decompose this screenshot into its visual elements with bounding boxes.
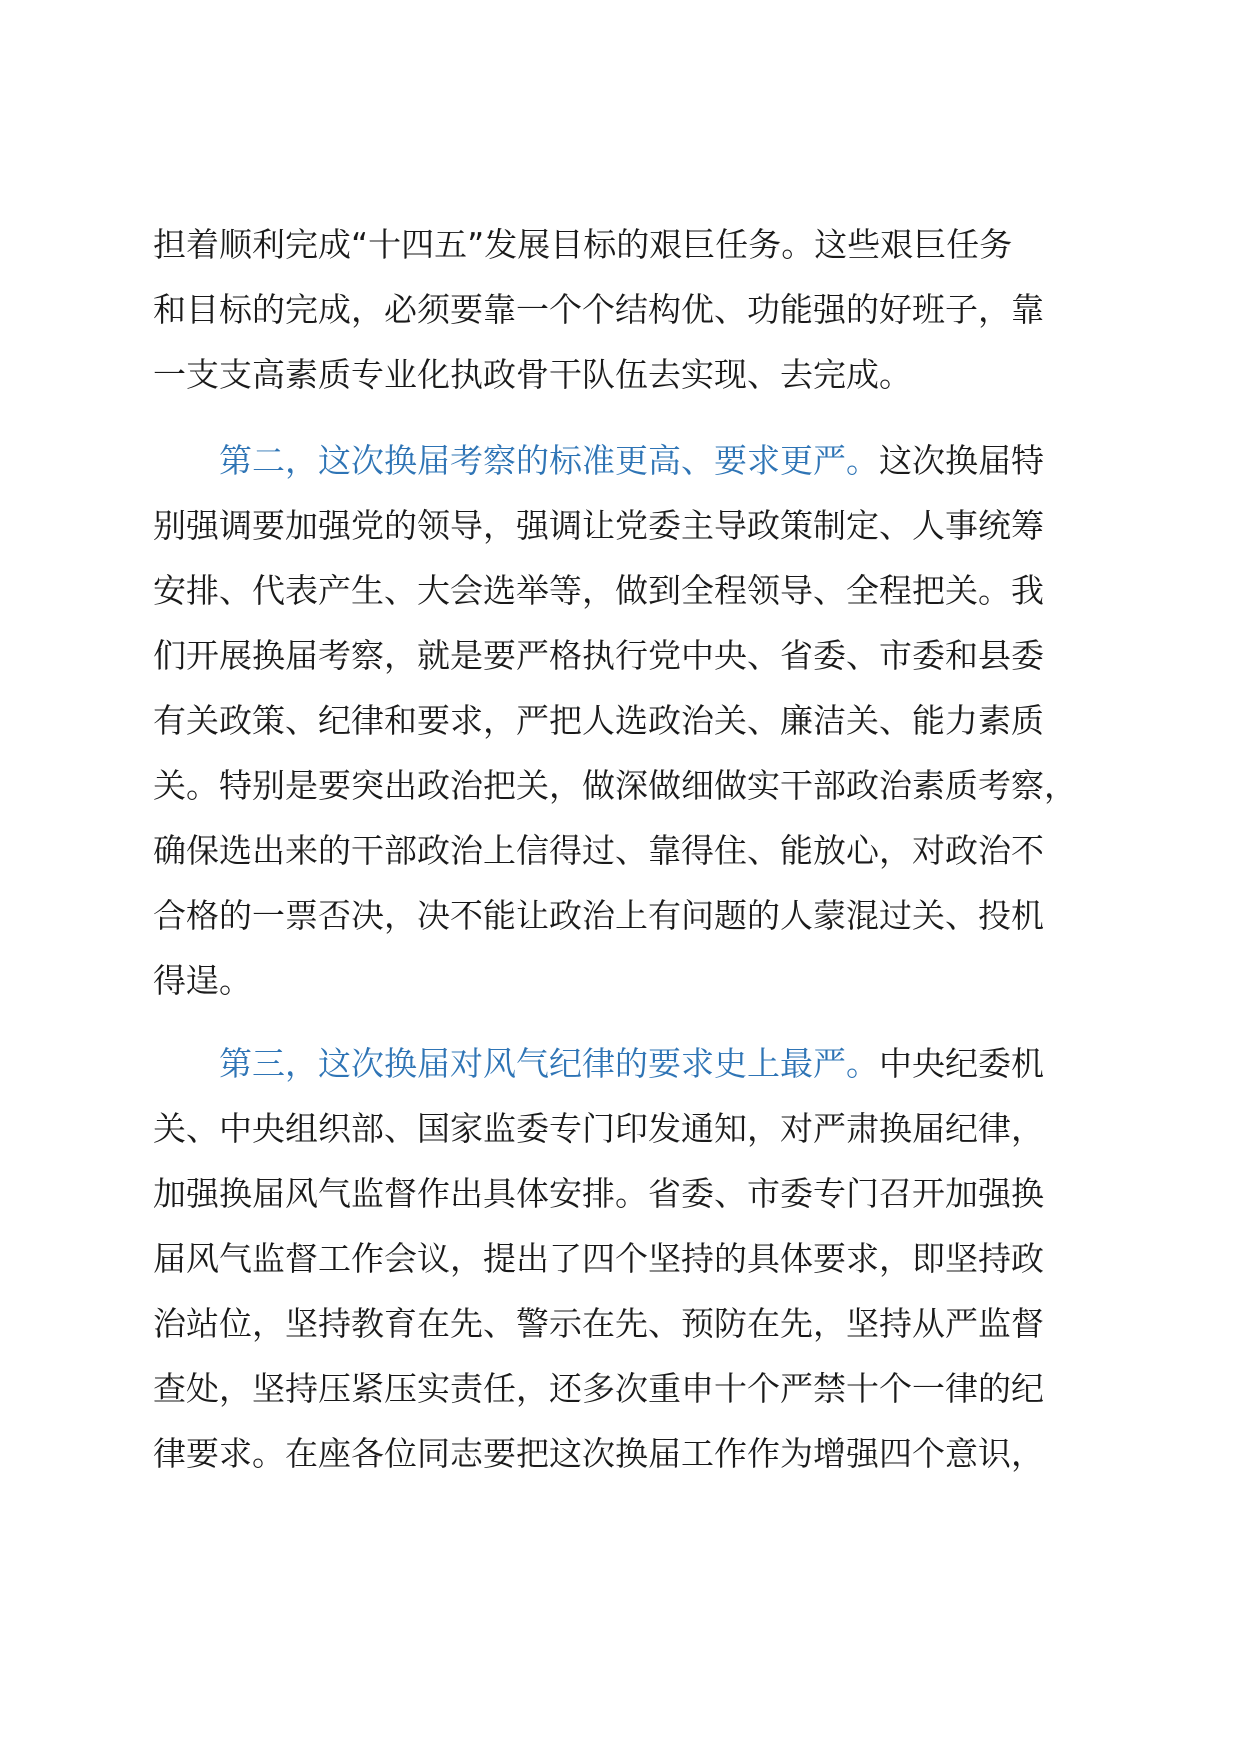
- paragraph-3: [153, 1031, 1113, 1486]
- section-heading-2: 第二，这次换届考察的标准更高、要求更严。: [219, 441, 879, 480]
- text-line: 届风气监督工作会议，提出了四个坚持的具体要求，即坚持政: [153, 1239, 1044, 1278]
- paragraph-1: [153, 212, 1113, 407]
- text-line: 别强调要加强党的领导，强调让党委主导政策制定、人事统筹: [153, 506, 1044, 545]
- text-line: 安排、代表产生、大会选举等，做到全程领导、全程把关。我: [153, 571, 1044, 610]
- text-line: 治站位，坚持教育在先、警示在先、预防在先，坚持从严监督: [153, 1304, 1044, 1343]
- text-line: 查处，坚持压紧压实责任，还多次重申十个严禁十个一律的纪: [153, 1369, 1044, 1408]
- text-run: 中央纪委机: [879, 1044, 1044, 1083]
- text-line: 和目标的完成，必须要靠一个个结构优、功能强的好班子，靠: [153, 290, 1044, 329]
- text-line: 得逞。: [153, 961, 252, 1000]
- text-line: 加强换届风气监督作出具体安排。省委、市委专门召开加强换: [153, 1174, 1044, 1213]
- text-run: 这次换届特: [879, 441, 1044, 480]
- section-heading-3: 第三，这次换届对风气纪律的要求史上最严。: [219, 1044, 879, 1083]
- text-line: 关。特别是要突出政治把关，做深做细做实干部政治素质考察，: [153, 766, 1077, 805]
- text-line: 确保选出来的干部政治上信得过、靠得住、能放心，对政治不: [153, 831, 1044, 870]
- text-line: 担着顺利完成“十四五”发展目标的艰巨任务。这些艰巨任务: [153, 225, 1013, 264]
- text-line: 有关政策、纪律和要求，严把人选政治关、廉洁关、能力素质: [153, 701, 1044, 740]
- text-line: 关、中央组织部、国家监委专门印发通知，对严肃换届纪律，: [153, 1109, 1044, 1148]
- text-line: 律要求。在座各位同志要把这次换届工作作为增强四个意识，: [153, 1434, 1044, 1473]
- text-line: 合格的一票否决，决不能让政治上有问题的人蒙混过关、投机: [153, 896, 1044, 935]
- text-line: [153, 428, 1113, 493]
- paragraph-2: [153, 428, 1113, 1013]
- text-line: [153, 1031, 1113, 1096]
- text-line: 一支支高素质专业化执政骨干队伍去实现、去完成。: [153, 355, 912, 394]
- text-line: 们开展换届考察，就是要严格执行党中央、省委、市委和县委: [153, 636, 1044, 675]
